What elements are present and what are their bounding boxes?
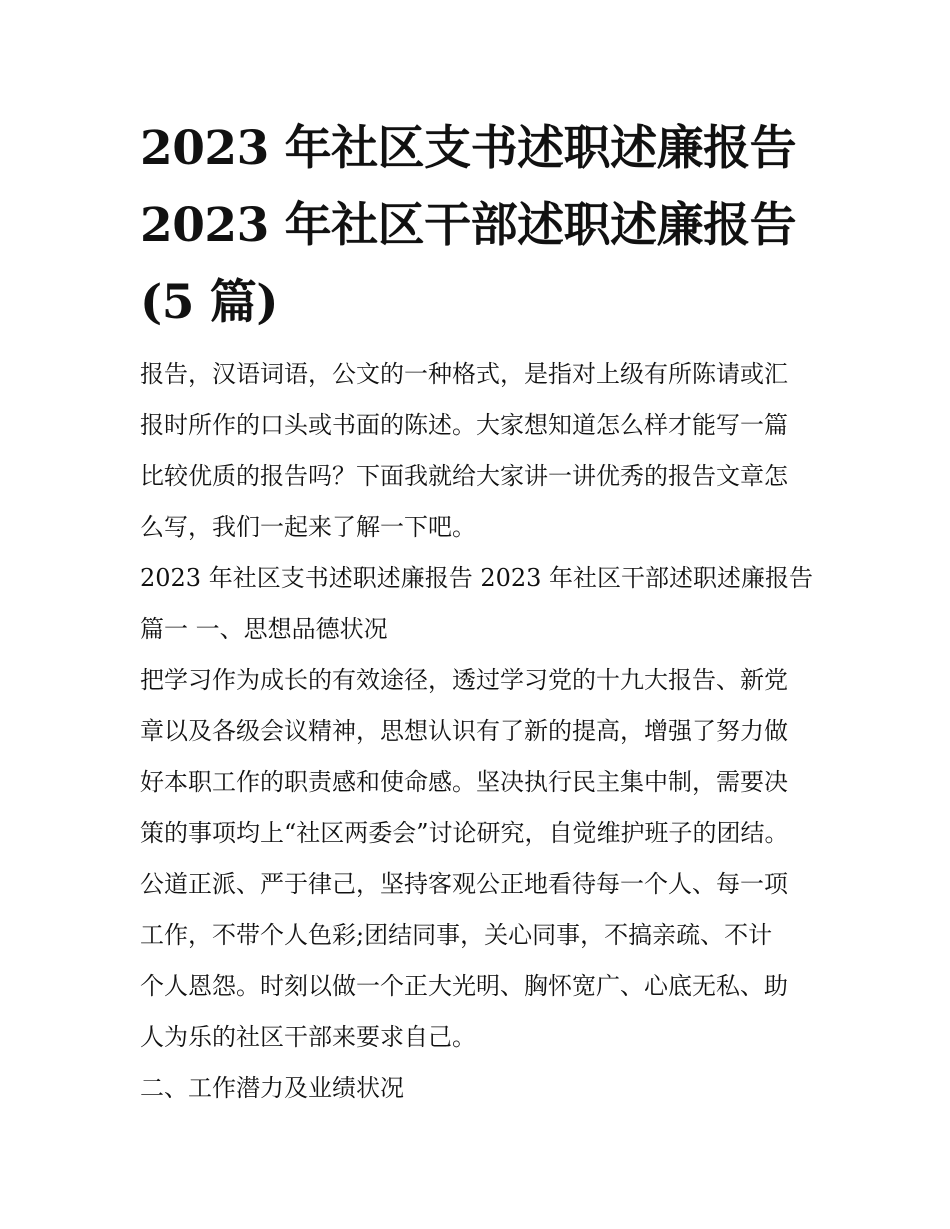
section1-line: 好本职工作的职责感和使命感。坚决执行民主集中制，需要决 — [140, 768, 788, 796]
section1-line: 章以及各级会议精神，思想认识有了新的提高，增强了努力做 — [140, 717, 788, 745]
document-title — [140, 110, 820, 341]
section1-line: 人为乐的社区干部来要求自己。 — [140, 1023, 476, 1051]
document-body — [140, 349, 820, 1114]
section1-line: 把学习作为成长的有效途径，透过学习党的十九大报告、新党 — [140, 666, 788, 694]
intro-line: 么写，我们一起来了解一下吧。 — [140, 513, 476, 541]
intro-line: 报告，汉语词语，公文的一种格式，是指对上级有所陈请或汇 — [140, 360, 788, 388]
subheading-line: 篇一 一、思想品德状况 — [140, 615, 388, 643]
section1-line: 公道正派、严于律己，坚持客观公正地看待每一个人、每一项 — [140, 870, 788, 898]
title-line: 2023 年社区支书述职述廉报告 — [140, 121, 797, 176]
section1-line: 策的事项均上“社区两委会”讨论研究，自觉维护班子的团结。 — [140, 819, 789, 847]
section1-line: 个人恩怨。时刻以做一个正大光明、胸怀宽广、心底无私、助 — [140, 972, 788, 1000]
title-line: (5 篇) — [140, 275, 279, 330]
section1-line: 工作，不带个人色彩;团结同事，关心同事，不搞亲疏、不计 — [140, 921, 773, 949]
section2-heading: 二、工作潜力及业绩状况 — [140, 1074, 404, 1102]
intro-line: 报时所作的口头或书面的陈述。大家想知道怎么样才能写一篇 — [140, 411, 788, 439]
subheading-line: 2023 年社区支书述职述廉报告 2023 年社区干部述职述廉报告 — [140, 564, 814, 592]
intro-line: 比较优质的报告吗？下面我就给大家讲一讲优秀的报告文章怎 — [140, 462, 788, 490]
document-page — [140, 110, 820, 1114]
title-line: 2023 年社区干部述职述廉报告 — [140, 198, 797, 253]
